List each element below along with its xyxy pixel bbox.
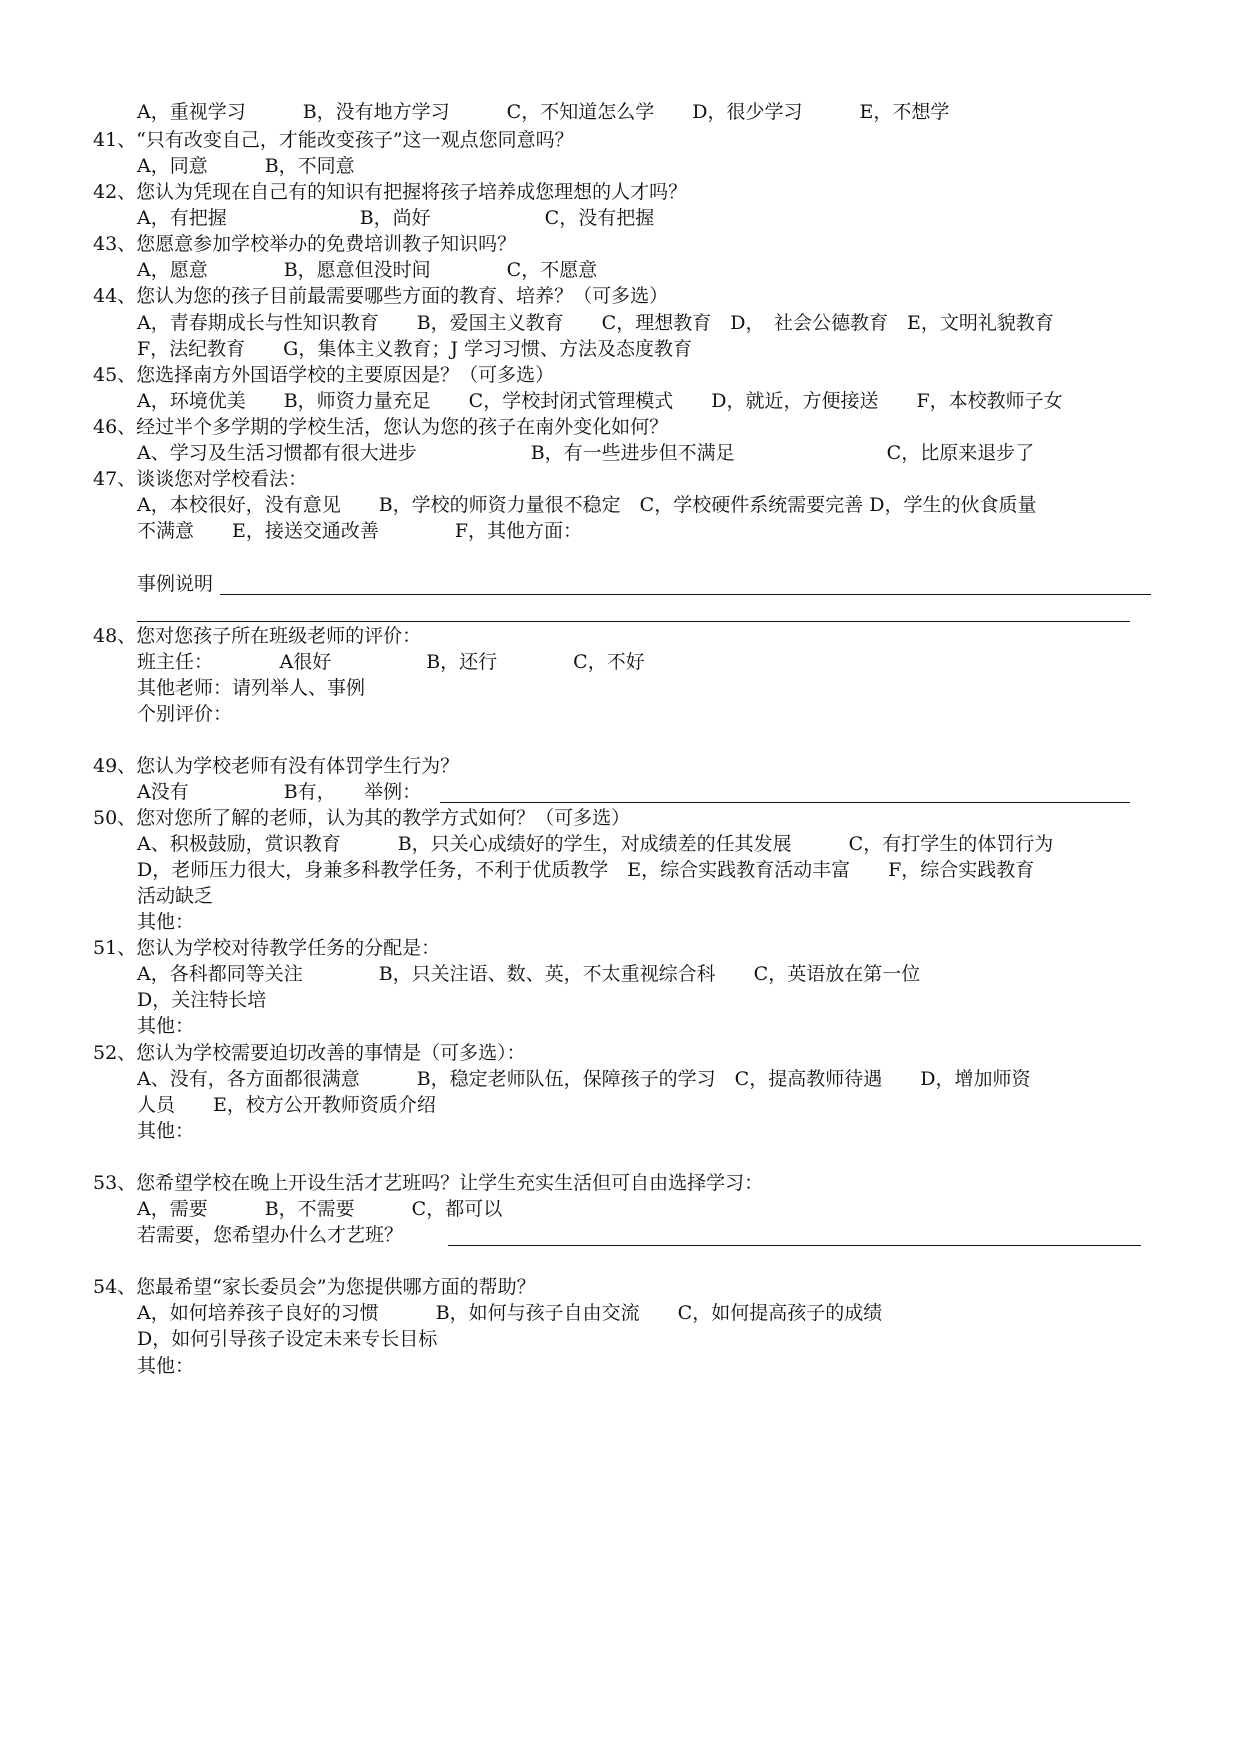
q47-example-answer-line: [220, 594, 1151, 595]
q43-question: 43、您愿意参加学校举办的免费培训教子知识吗？: [93, 233, 517, 255]
q43-options: A，愿意 B，愿意但没时间 C，不愿意: [137, 259, 598, 281]
q54-options-line-2: D，如何引导孩子设定未来专长目标: [137, 1328, 438, 1350]
q51-question: 51、您认为学校对待教学任务的分配是：: [93, 937, 441, 959]
q49-example-answer-line: [440, 802, 1130, 803]
q52-other-label: 其他：: [137, 1120, 195, 1142]
q50-options-line-2: D，老师压力很大，身兼多科教学任务，不利于优质教学 E，综合实践教育活动丰富 F，综合实践教育: [137, 859, 1035, 881]
q45-question: 45、您选择南方外国语学校的主要原因是？（可多选）: [93, 364, 555, 386]
q46-question: 46、经过半个多学期的学校生活，您认为您的孩子在南外变化如何？: [93, 416, 669, 438]
q48-other-teachers-label: 其他老师：请列举人、事例: [137, 677, 366, 699]
q51-options-line-2: D，关注特长培: [137, 989, 267, 1011]
q44-options-line-1: A，青春期成长与性知识教育 B，爱国主义教育 C，理想教育 D， 社会公德教育 E，文明礼貌教育: [137, 312, 1054, 334]
q51-other-label: 其他：: [137, 1015, 195, 1037]
q47-example-label: 事例说明: [137, 573, 214, 595]
q47-question: 47、谈谈您对学校看法：: [93, 468, 308, 490]
q52-question: 52、您认为学校需要迫切改善的事情是（可多选）：: [93, 1042, 526, 1064]
q54-question: 54、您最希望“家长委员会”为您提供哪方面的帮助？: [93, 1276, 536, 1298]
q50-other-label: 其他：: [137, 911, 195, 933]
q45-options: A，环境优美 B，师资力量充足 C，学校封闭式管理模式 D，就近，方便接送 F，本校教师子女: [137, 390, 1063, 412]
q53-options: A，需要 B，不需要 C，都可以: [137, 1198, 503, 1220]
q47-options-line-1: A，本校很好，没有意见 B，学校的师资力量很不稳定 C，学校硬件系统需要完善 D，学生的伙食质量: [137, 494, 1037, 516]
q52-options-line-2: 人员 E，校方公开教师资质介绍: [137, 1094, 436, 1116]
q42-question: 42、您认为凭现在自己有的知识有把握将孩子培养成您理想的人才吗？: [93, 181, 688, 203]
q41-options: A，同意 B，不同意: [137, 155, 355, 177]
q51-options-line-1: A，各科都同等关注 B，只关注语、数、英，不太重视综合科 C，英语放在第一位: [137, 963, 921, 985]
q48-individual-evaluation-label: 个别评价：: [137, 703, 233, 725]
q44-options-line-2: F，法纪教育 G，集体主义教育；J 学习习惯、方法及态度教育: [137, 338, 693, 360]
q46-options: A、学习及生活习惯都有很大进步 B，有一些进步但不满足 C，比原来退步了: [137, 442, 1035, 464]
q50-options-line-1: A、积极鼓励，赏识教育 B，只关心成绩好的学生，对成绩差的任其发展 C，有打学生的体罚行为: [137, 833, 1054, 855]
q54-options-line-1: A，如何培养孩子良好的习惯 B，如何与孩子自由交流 C，如何提高孩子的成绩: [137, 1302, 883, 1324]
q49-options: A没有 B有， 举例：: [137, 781, 422, 803]
q49-question: 49、您认为学校老师有没有体罚学生行为？: [93, 755, 460, 777]
q44-question: 44、您认为您的孩子目前最需要哪些方面的教育、培养？（可多选）: [93, 285, 669, 307]
q54-other-label: 其他：: [137, 1355, 195, 1377]
q47-options-line-2: 不满意 E，接送交通改善 F，其他方面：: [137, 520, 583, 542]
q53-followup-answer-line: [448, 1245, 1141, 1246]
q48-homeroom-teacher-options: 班主任： A很好 B，还行 C，不好: [137, 651, 645, 673]
q53-followup-question: 若需要，您希望办什么才艺班？: [137, 1224, 404, 1246]
q40-options: A，重视学习 B，没有地方学习 C，不知道怎么学 D，很少学习 E，不想学: [137, 101, 950, 123]
q48-question: 48、您对您孩子所在班级老师的评价：: [93, 625, 422, 647]
q50-question: 50、您对您所了解的老师，认为其的教学方式如何？（可多选）: [93, 807, 631, 829]
q52-options-line-1: A、没有，各方面都很满意 B，稳定老师队伍，保障孩子的学习 C，提高教师待遇 D，增加师资: [137, 1068, 1031, 1090]
q53-question: 53、您希望学校在晚上开设生活才艺班吗？让学生充实生活但可自由选择学习：: [93, 1172, 764, 1194]
q41-question: 41、“只有改变自己，才能改变孩子”这一观点您同意吗？: [93, 129, 574, 151]
q50-options-line-3: 活动缺乏: [137, 885, 214, 907]
q42-options: A，有把握 B，尚好 C，没有把握: [137, 207, 655, 229]
